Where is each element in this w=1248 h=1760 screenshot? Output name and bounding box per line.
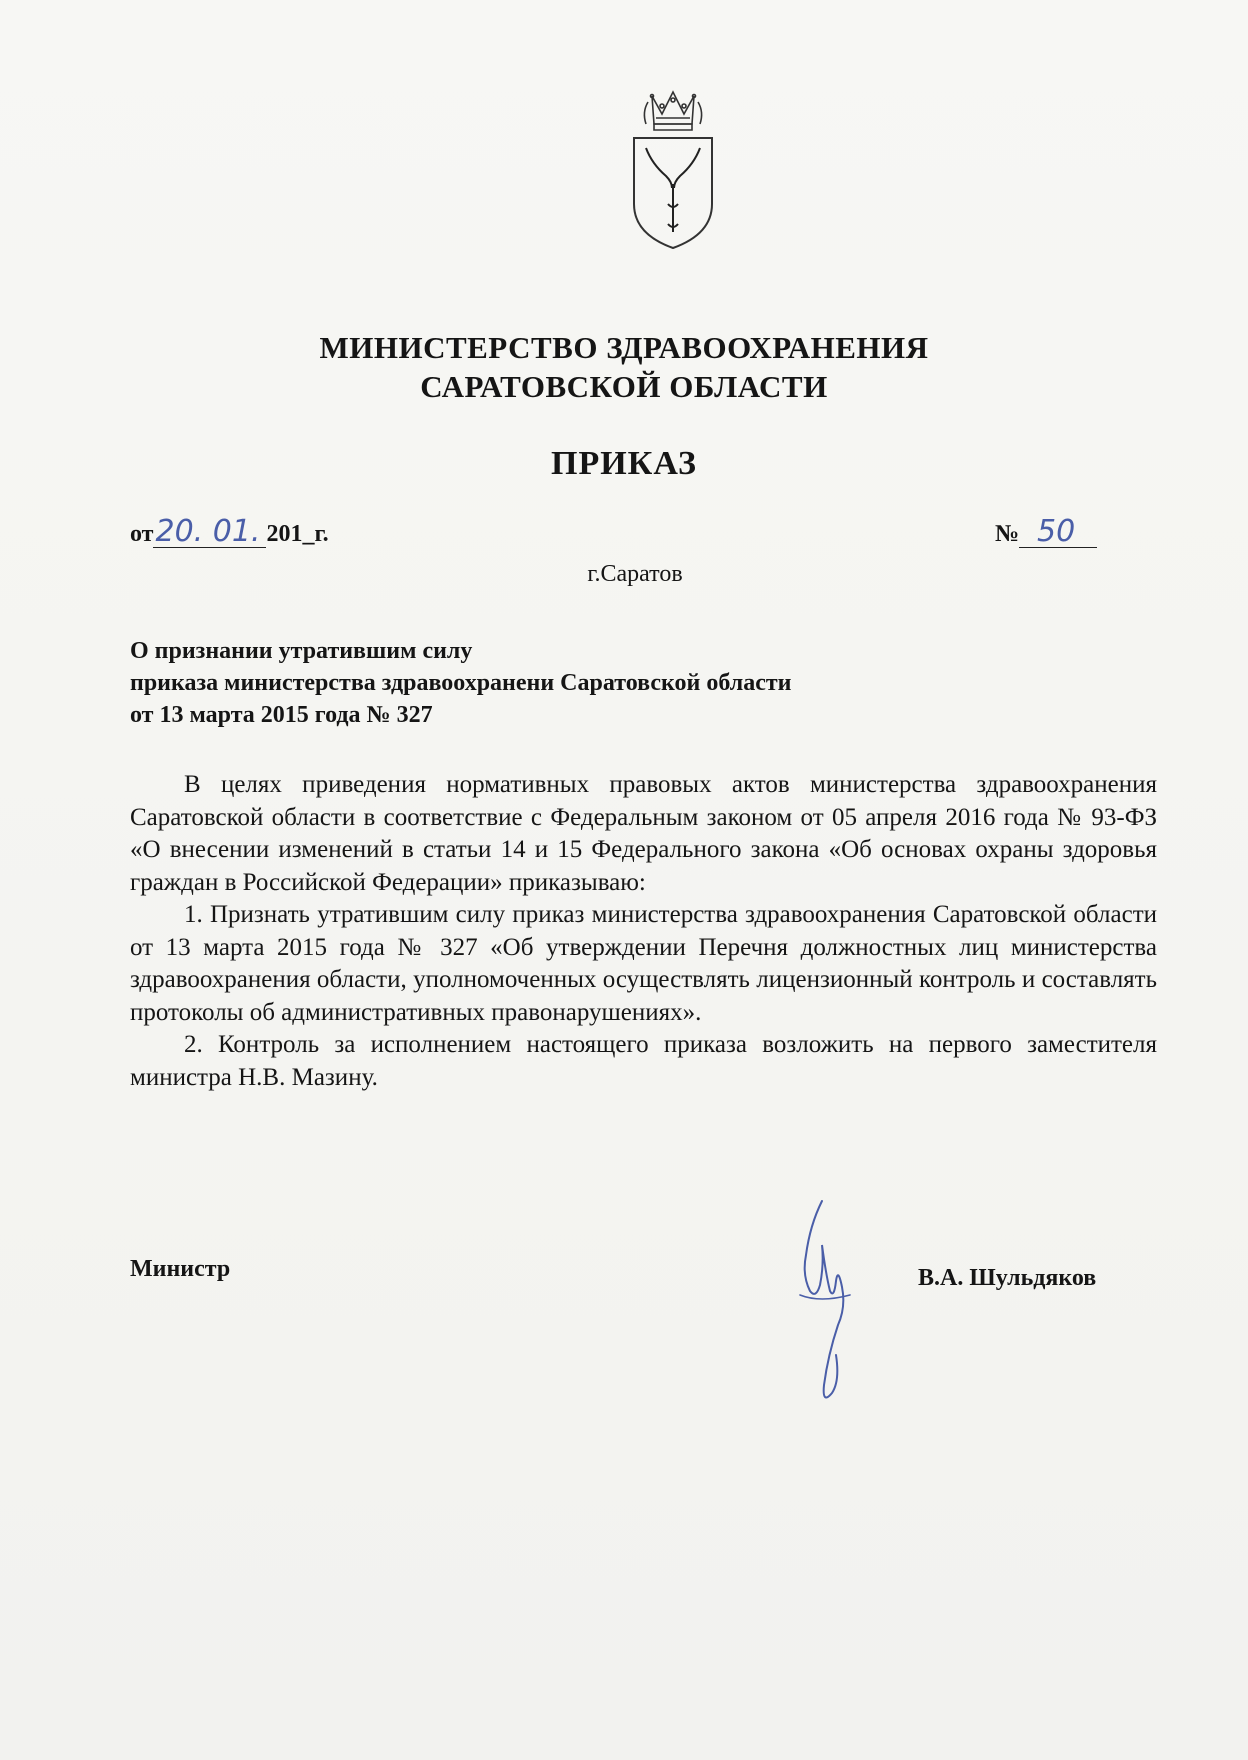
handwritten-number: 50	[1019, 517, 1097, 548]
saratov-coat-of-arms-icon	[622, 84, 724, 254]
organization-region: САРАТОВСКОЙ ОБЛАСТИ	[420, 369, 828, 404]
organization-name: МИНИСТЕРСТВО ЗДРАВООХРАНЕНИЯ	[319, 330, 929, 365]
number-prefix: №	[995, 521, 1020, 547]
order-subject	[130, 635, 1030, 731]
order-date	[130, 514, 329, 549]
handwritten-signature-icon	[780, 1195, 870, 1410]
signatory-name: В.А. Шульдяков	[918, 1265, 1097, 1291]
subject-line: приказа министерства здравоохранени Саратовской области	[130, 670, 792, 696]
signatory-position: Министр	[130, 1256, 231, 1282]
subject-line: О признании утратившим силу	[130, 638, 473, 664]
city-name: г.Саратов	[587, 561, 683, 587]
subject-line: от 13 марта 2015 года № 327	[130, 702, 433, 728]
order-number	[995, 514, 1097, 549]
handwritten-date: 20. 01.	[153, 517, 266, 548]
document-type: ПРИКАЗ	[551, 445, 697, 482]
clause-2-paragraph: 2. Контроль за исполнением настоящего приказа возложить на первого заместителя министра Н.В. Мазину.	[130, 1031, 1157, 1091]
date-prefix: от	[130, 521, 154, 547]
order-body	[130, 769, 1157, 1094]
clause-1-paragraph: 1. Признать утратившим силу приказ министерства здравоохранения Саратовской области от 13 марта 2015 года № 327 «Об утверждении Перечня должностных лиц министерства здравоохранения области, уполномоченных осуществлять лицензионный контроль и составлять протоколы об административных правонарушениях».	[130, 901, 1157, 1026]
preamble-paragraph: В целях приведения нормативных правовых актов министерства здравоохранения Саратовской области в соответствие с Федеральным законом от 05 апреля 2016 года № 93-ФЗ «О внесении изменений в статьи 14 и 15 Федерального закона «Об основах охраны здоровья граждан в Российской Федерации» приказываю:	[130, 771, 1157, 896]
date-suffix: 201_г.	[266, 521, 329, 547]
